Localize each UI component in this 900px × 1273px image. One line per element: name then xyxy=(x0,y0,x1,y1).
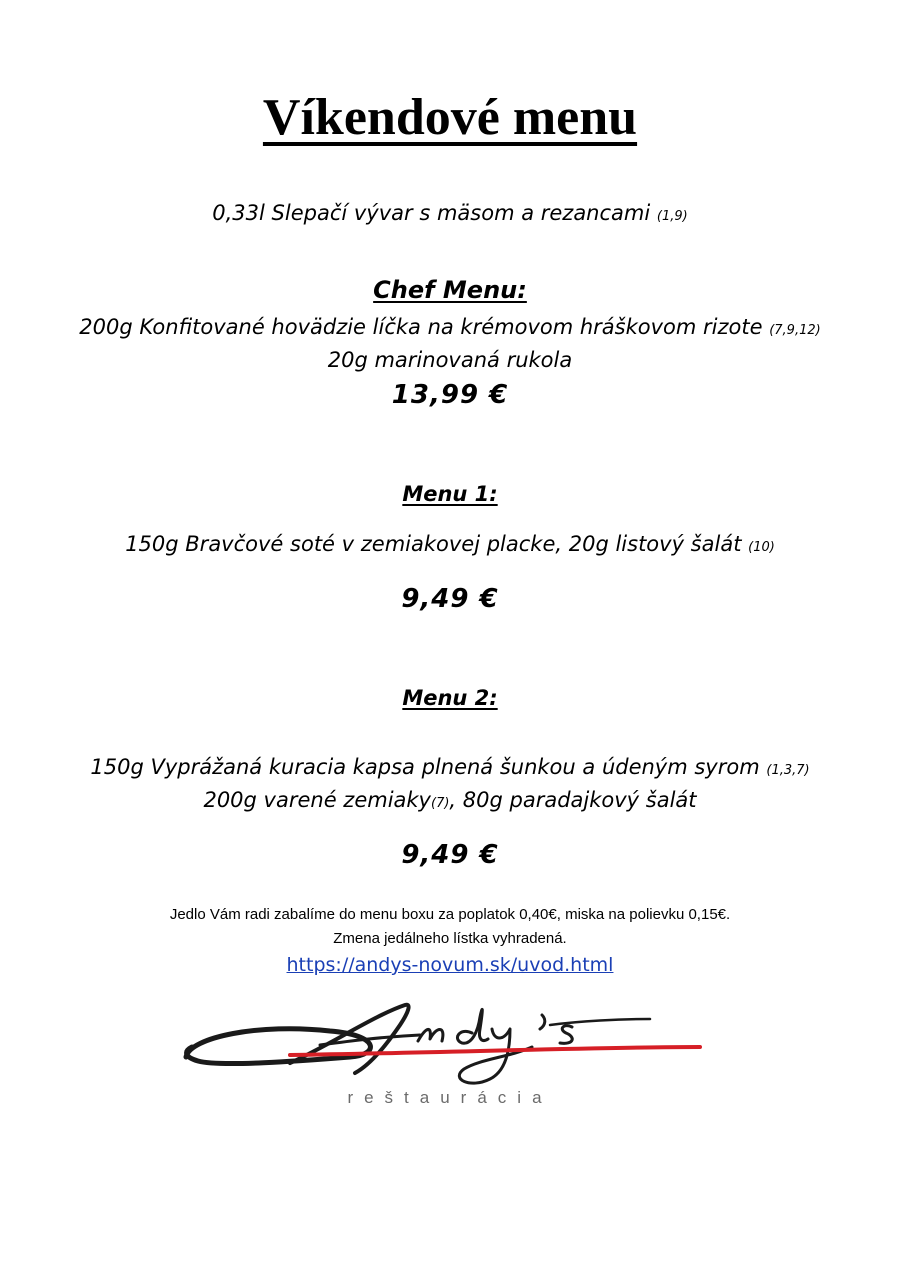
chef-menu-side: 20g marinovaná rukola xyxy=(327,348,573,372)
menu2-allergens: (1,3,7) xyxy=(766,763,810,778)
soup-text: 0,33l Slepačí vývar s mäsom a rezancami xyxy=(212,201,651,225)
menu1-line-1 xyxy=(0,529,900,563)
chef-menu-line-1 xyxy=(0,312,900,346)
page-title xyxy=(0,86,900,150)
menu1-heading-text: Menu 1: xyxy=(402,482,498,506)
chef-menu-price: 13,99 € xyxy=(391,380,509,410)
menu2-side-b: , 80g paradajkový šalát xyxy=(449,788,697,812)
menu1-heading xyxy=(0,479,900,509)
chef-menu-heading-text: Chef Menu: xyxy=(373,276,527,304)
menu2-heading-text: Menu 2: xyxy=(402,686,498,710)
menu2-line-1 xyxy=(0,752,900,786)
packaging-note: Jedlo Vám radi zabalíme do menu boxu za poplatok 0,40€, miska na polievku 0,15€. xyxy=(169,906,731,923)
andys-logo xyxy=(180,995,720,1115)
menu2-side-a: 200g varené zemiaky xyxy=(203,788,431,812)
change-note: Zmena jedálneho lístka vyhradená. xyxy=(333,930,567,947)
chef-menu-line-2 xyxy=(0,345,900,375)
website-link[interactable]: https://andys-novum.sk/uvod.html xyxy=(286,954,614,976)
menu2-side-allergens: (7) xyxy=(431,796,450,811)
chef-menu-dish: 200g Konfitované hovädzie líčka na krémovom hráškovom rizote xyxy=(79,315,763,339)
menu2-line-2 xyxy=(0,785,900,819)
logo-subtitle: reštaurácia xyxy=(347,1088,553,1107)
chef-menu-heading xyxy=(0,274,900,306)
page-title-text: Víkendové menu xyxy=(262,89,638,146)
menu1-dish: 150g Bravčové soté v zemiakovej placke, 20g listový šalát xyxy=(125,532,742,556)
andys-logo-signature xyxy=(186,1005,700,1083)
menu2-price: 9,49 € xyxy=(401,840,499,870)
menu2-dish: 150g Vyprážaná kuracia kapsa plnená šunkou a údeným syrom xyxy=(90,755,760,779)
soup-line xyxy=(0,198,900,232)
website-link-row xyxy=(0,952,900,978)
menu2-heading xyxy=(0,683,900,713)
menu1-price: 9,49 € xyxy=(401,584,499,614)
soup-allergens: (1,9) xyxy=(656,209,688,224)
chef-menu-allergens: (7,9,12) xyxy=(769,323,821,338)
menu1-allergens: (10) xyxy=(748,540,775,555)
